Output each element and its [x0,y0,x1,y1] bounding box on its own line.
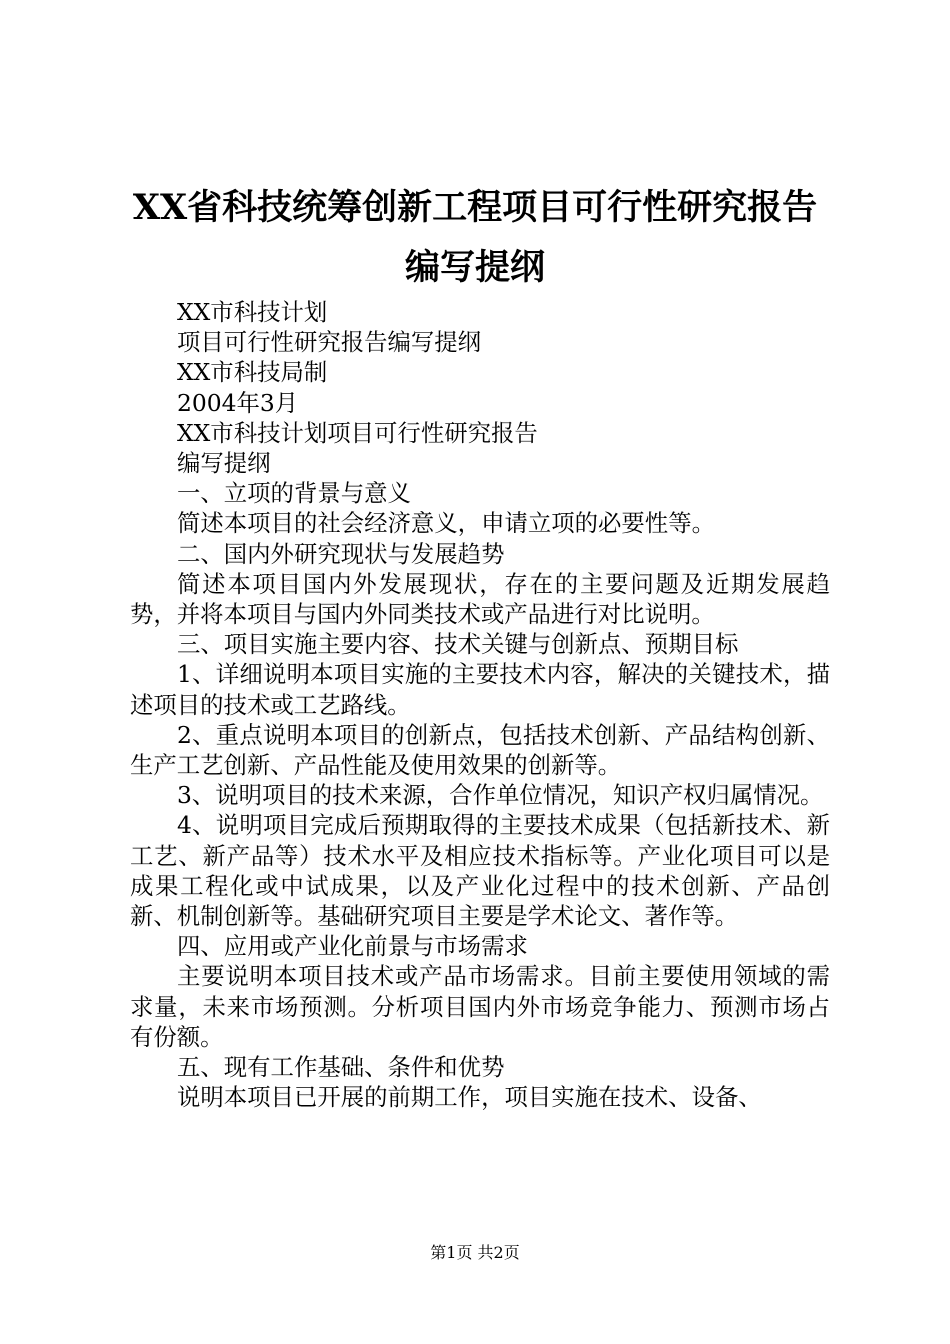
page-footer: 第1页 共2页 [430,1243,520,1262]
section-heading: 一、立项的背景与意义 [177,479,411,508]
paragraph: 3、说明项目的技术来源，合作单位情况，知识产权归属情况。 [177,781,824,810]
section-heading: 四、应用或产业化前景与市场需求 [177,932,528,961]
document-title-line-1: XX省科技统筹创新工程项目可行性研究报告 [132,187,818,228]
paragraph: 编写提纲 [177,449,271,478]
paragraph: 2、重点说明本项目的创新点，包括技术创新、产品结构创新、生产工艺创新、产品性能及使用效果的创新等。 [130,720,830,780]
paragraph: 简述本项目国内外发展现状，存在的主要问题及近期发展趋势，并将本项目与国内外同类技术或产品进行对比说明。 [130,569,830,629]
paragraph: XX市科技局制 [177,358,328,387]
paragraph: 说明本项目已开展的前期工作，项目实施在技术、设备、 [177,1083,762,1112]
paragraph: 简述本项目的社会经济意义，申请立项的必要性等。 [177,509,715,538]
document-title-line-2: 编写提纲 [404,247,545,288]
paragraph: XX市科技计划 [177,298,328,326]
paragraph: 1、详细说明本项目实施的主要技术内容，解决的关键技术，描述项目的技术或工艺路线。 [130,660,830,719]
section-heading: 三、项目实施主要内容、技术关键与创新点、预期目标 [177,630,739,659]
paragraph: 2004年3月 [177,388,299,417]
paragraph: XX市科技计划项目可行性研究报告 [177,418,538,447]
paragraph: 4、说明项目完成后预期取得的主要技术成果（包括新技术、新工艺、新产品等）技术水平及相应技术指标等。产业化项目可以是成果工程化或中试成果，以及产业化过程中的技术创新、产品创新、机制创新等。基础研究项目主要是学术论文、著作等。 [130,811,830,931]
section-heading: 二、国内外研究现状与发展趋势 [177,539,505,568]
document-body [130,297,830,1112]
section-heading: 五、现有工作基础、条件和优势 [177,1053,505,1082]
paragraph: 主要说明本项目技术或产品市场需求。目前主要使用领域的需求量，未来市场预测。分析项目国内外市场竞争能力、预测市场占有份额。 [130,962,830,1051]
paragraph: 项目可行性研究报告编写提纲 [177,328,482,357]
